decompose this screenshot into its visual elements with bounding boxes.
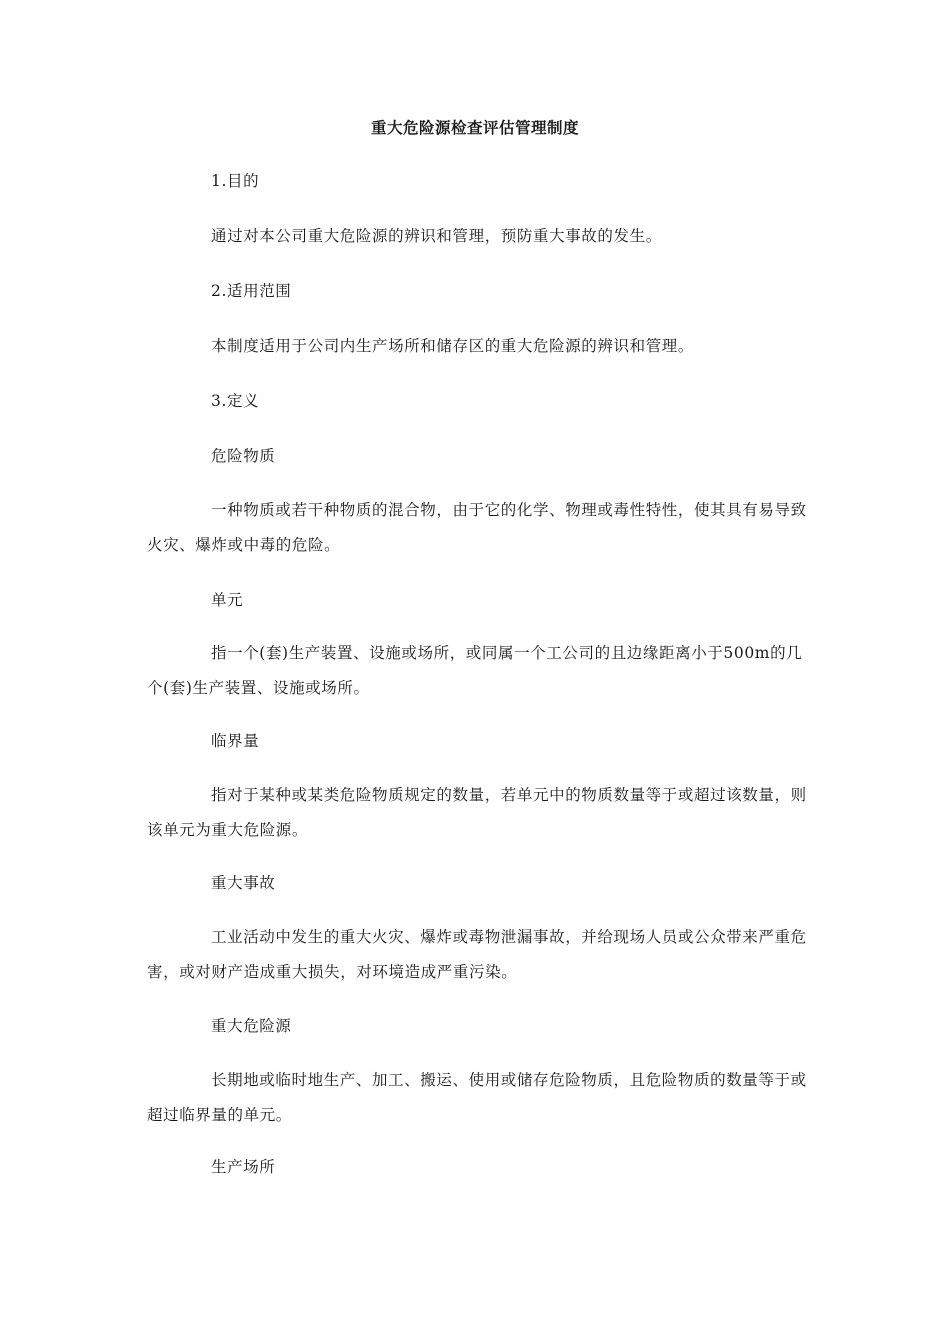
document-title: 重大危险源检查评估管理制度 — [370, 119, 579, 137]
definition-hazardous-substance: 一种物质或若干种物质的混合物，由于它的化学、物理或毒性特性，使其具有易导致火灾、爆炸或中毒的危险。 — [147, 501, 807, 554]
term-production-site: 生产场所 — [211, 1158, 276, 1176]
term-hazardous-substance: 危险物质 — [211, 447, 276, 465]
section-heading-definitions: 3.定义 — [211, 392, 260, 410]
paragraph-purpose: 通过对本公司重大危险源的辨识和管理，预防重大事故的发生。 — [211, 227, 662, 245]
definition-unit: 指一个(套)生产装置、设施或场所，或同属一个工公司的且边缘距离小于500m的几个(套)生产装置、设施或场所。 — [147, 644, 803, 697]
term-unit: 单元 — [211, 591, 244, 609]
definition-threshold-quantity: 指对于某种或某类危险物质规定的数量，若单元中的物质数量等于或超过该数量，则该单元为重大危险源。 — [147, 786, 807, 839]
section-heading-purpose: 1.目的 — [211, 172, 260, 190]
definition-major-accident: 工业活动中发生的重大火灾、爆炸或毒物泄漏事故，并给现场人员或公众带来严重危害，或对财产造成重大损失，对环境造成严重污染。 — [147, 928, 807, 981]
section-heading-scope: 2.适用范围 — [211, 282, 292, 300]
paragraph-scope: 本制度适用于公司内生产场所和储存区的重大危险源的辨识和管理。 — [211, 337, 695, 355]
term-major-accident: 重大事故 — [211, 874, 276, 892]
term-threshold-quantity: 临界量 — [211, 732, 260, 750]
term-major-hazard-source: 重大危险源 — [211, 1017, 292, 1035]
definition-major-hazard-source: 长期地或临时地生产、加工、搬运、使用或储存危险物质，且危险物质的数量等于或超过临界量的单元。 — [147, 1071, 807, 1124]
